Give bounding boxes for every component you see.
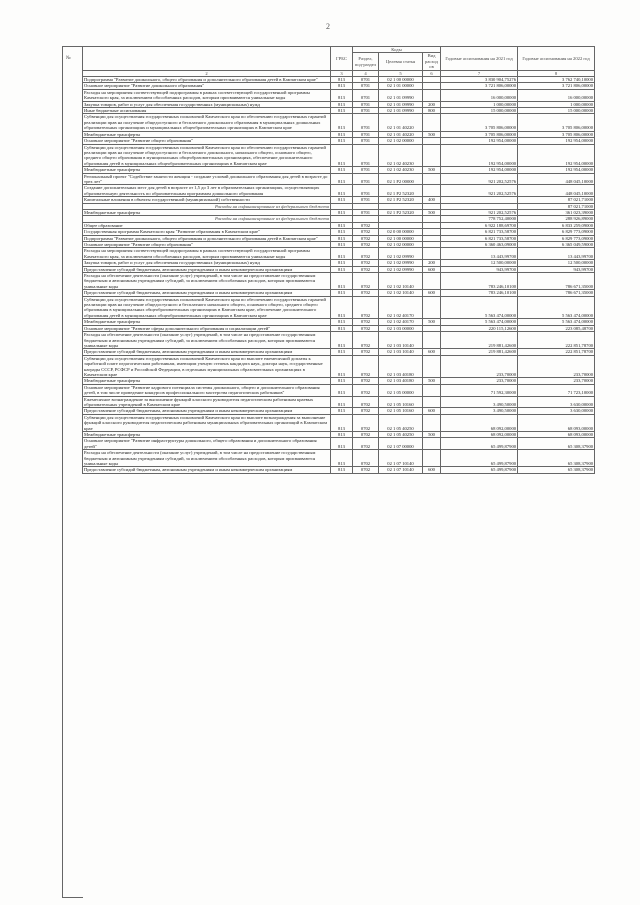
row-amount-2022: 16 000,00000 [518,89,595,101]
row-amount-2022: 3 705 806,00000 [518,114,595,131]
row-vr: 600 [423,266,441,272]
row-name: Субвенции для осуществления государственных полномочий Камчатского края по выплате вознаграждения за выполнение функций классного руководителя педагогическим работникам муниципальных образовательных организаций в Камчатском крае [83,414,331,431]
row-amount-2021: 192 954,00000 [441,144,518,167]
row-amount-2022: 5 563 474,00000 [518,296,595,319]
row-grbs: 813 [331,273,353,290]
page-number: 2 [326,22,330,31]
row-rz: 0702 [353,378,379,384]
row-name: Расходы на обеспечение деятельности (оказание услуг) учреждений, в том числе на предоставление государственным бюджетным и автономным учреждениям субсидий, за исключением обособленных расходов, которым присваиваются уникальные коды [83,273,331,290]
row-amount-2022: 786 671,35000 [518,273,595,290]
row-amount-2021: 65 499,87900 [441,438,518,450]
row-amount-2022: 3 721 806,00000 [518,83,595,89]
row-grbs: 813 [331,89,353,101]
row-grbs: 813 [331,101,353,107]
row-grbs: 813 [331,325,353,331]
row-rz: 0702 [353,355,379,378]
row-grbs: 813 [331,378,353,384]
row-grbs: 813 [331,467,353,473]
row-amount-2022: 448 045,10000 [518,185,595,197]
table-row [83,384,595,396]
row-grbs: 813 [331,235,353,241]
row-grbs: 813 [331,438,353,450]
table-row [83,467,595,473]
row-vr: 500 [423,209,441,215]
row-amount-2022: 192 954,00000 [518,167,595,173]
row-rz: 0702 [353,349,379,355]
row-vr [423,173,441,185]
row-csr: 02 1 02 09990 [379,266,423,272]
row-amount-2022: 5 563 474,00000 [518,319,595,325]
row-csr: 02 1 07 10140 [379,467,423,473]
row-grbs: 813 [331,396,353,408]
row-amount-2022: 12 500,00000 [518,260,595,266]
row-grbs: 813 [331,349,353,355]
row-csr: 02 1 01 09990 [379,108,423,114]
row-rz: 0702 [353,438,379,450]
row-amount-2022: 71 723,10000 [518,384,595,396]
row-amount-2022: 65 308,37900 [518,438,595,450]
table-row [83,89,595,101]
row-csr: 02 1 02 09990 [379,248,423,260]
row-csr: 02 1 02 10140 [379,273,423,290]
row-name: Межбюджетные трансферты [83,378,331,384]
row-name: Субвенции для осуществления государственных полномочий Камчатского края по выплате ежемесячной доплаты к заработной плате педагогическим работникам, имеющим ученую степень кандидата наук, доктора наук, государственные награды СССР, РСФСР и Российской Федерации, в отдельных муниципальных образовательных организациях в Камчатском крае [83,355,331,378]
row-grbs: 813 [331,83,353,89]
row-csr: 02 1 07 10140 [379,450,423,467]
row-amount-2022: 6 829 773,09000 [518,235,595,241]
column-number-row: 2 3 4 5 6 7 8 [83,70,595,76]
row-grbs: 813 [331,290,353,296]
row-csr: 02 1 01 40220 [379,114,423,131]
row-amount-2022: 943,99700 [518,266,595,272]
row-grbs: 813 [331,108,353,114]
row-vr: 600 [423,349,441,355]
row-amount-2021: 12 500,00000 [441,260,518,266]
row-vr [423,248,441,260]
row-amount-2021: 219 881,42600 [441,349,518,355]
row-amount-2022: 222 851,78700 [518,349,595,355]
row-vr: 800 [423,108,441,114]
row-number-column [62,46,83,898]
row-csr: 02 1 07 00000 [379,438,423,450]
row-name: Предоставление субсидий бюджетным, автономным учреждениям и иным некоммерческим организациям [83,266,331,272]
row-grbs: 813 [331,408,353,414]
row-vr [423,273,441,290]
table-row [83,248,595,260]
row-amount-2021: 5 563 474,00000 [441,296,518,319]
row-grbs: 813 [331,432,353,438]
table-row [83,355,595,378]
row-amount-2021: 783 246,10100 [441,290,518,296]
col-y2-header: Годовые ассигнования на 2022 год [518,47,595,71]
row-csr: 02 1 01 09990 [379,89,423,101]
table-row [83,273,595,290]
row-amount-2022: 192 954,00000 [518,144,595,167]
row-amount-2021: 219 881,42600 [441,332,518,349]
row-grbs: 813 [331,384,353,396]
row-amount-2021: 71 592,30000 [441,384,518,396]
row-vr: 600 [423,290,441,296]
row-csr: 02 0 00 00000 [379,229,423,235]
row-csr: 02 1 P2 00000 [379,173,423,185]
row-name: Основное мероприятие "Развитие сферы дополнительного образования и социализации детей" [83,325,331,331]
row-name: Основное мероприятие "Развитие кадрового потенциала системы дошкольного, общего и дополнительного образования детей, в том числе проведение конкурсов профессионального мастерства педагогических работников" [83,384,331,396]
row-csr: 02 1 05 10160 [379,396,423,408]
row-amount-2022: 786 671,35000 [518,290,595,296]
row-csr: 02 1 02 40170 [379,296,423,319]
row-amount-2021: 921 202,52576 [441,173,518,185]
row-name: Расходы на софинансирование из федерального бюджета [83,203,331,209]
row-amount-2021: 220 115,12600 [441,325,518,331]
table-row [83,396,595,408]
row-csr: 02 1 02 09990 [379,260,423,266]
row-vr: 500 [423,378,441,384]
row-csr: 02 1 P2 52320 [379,209,423,215]
row-amount-2021: 778 752,40000 [441,216,518,222]
row-rz: 0701 [353,197,379,203]
row-amount-2022: 1 000,00000 [518,101,595,107]
row-amount-2021: 5 563 474,00000 [441,319,518,325]
row-name: Закупка товаров, работ и услуг для обеспечения государственных (муниципальных) нужд [83,101,331,107]
row-rz: 0702 [353,242,379,248]
row-rz: 0701 [353,83,379,89]
row-name: Капитальные вложения в объекты государственной (муниципальной) собственности [83,197,331,203]
row-grbs: 813 [331,167,353,173]
row-rz: 0701 [353,114,379,131]
row-amount-2021: 16 000,00000 [441,89,518,101]
row-amount-2021: 68 092,00000 [441,432,518,438]
row-vr: 500 [423,167,441,173]
row-rz: 0702 [353,325,379,331]
row-rz: 0702 [353,450,379,467]
row-rz: 0701 [353,144,379,167]
col-rz-header: Раздел, под-раздел [353,53,379,70]
row-rz: 0701 [353,89,379,101]
row-name: Межбюджетные трансферты [83,167,331,173]
row-rz: 0702 [353,229,379,235]
row-grbs: 813 [331,248,353,260]
row-vr: 500 [423,131,441,137]
row-amount-2021: 65 499,87900 [441,450,518,467]
row-vr [423,396,441,408]
row-csr: 02 1 02 40230 [379,167,423,173]
row-rz: 0701 [353,173,379,185]
row-amount-2022: 68 093,00000 [518,414,595,431]
row-grbs: 813 [331,222,353,228]
row-name: Основное мероприятие "Развитие общего образования" [83,242,331,248]
row-grbs: 813 [331,131,353,137]
row-vr [423,355,441,378]
row-csr: 02 1 00 00000 [379,235,423,241]
row-grbs: 813 [331,450,353,467]
row-rz: 0702 [353,396,379,408]
row-csr: 02 1 02 00000 [379,138,423,144]
row-amount-2021: 1 000,00000 [441,101,518,107]
row-name: Иные бюджетные ассигнования [83,108,331,114]
row-name: Подпрограмма "Развитие дошкольного, общего образования и дополнительного образования детей в Камчатском крае" [83,77,331,83]
row-vr [423,89,441,101]
table-row [83,144,595,167]
row-csr: 02 1 05 10160 [379,408,423,414]
row-vr [423,414,441,431]
row-name: Межбюджетные трансферты [83,319,331,325]
row-name: Создание дополнительных мест для детей в возрасте от 1,5 до 3 лет в образовательных организациях, осуществляющих образовательную деятельность по образовательным программам дошкольного образования [83,185,331,197]
row-amount-2021: 68 092,00000 [441,414,518,431]
row-amount-2022: 6 829 773,09000 [518,229,595,235]
row-name: Предоставление субсидий бюджетным, автономным учреждениям и иным некоммерческим организациям [83,290,331,296]
row-amount-2021: 3 721 806,00000 [441,83,518,89]
row-grbs: 813 [331,260,353,266]
row-rz: 0702 [353,248,379,260]
row-amount-2022: 233,70000 [518,355,595,378]
col-no-header: № [66,56,71,61]
row-name: Расходы на обеспечение деятельности (оказание услуг) учреждений, в том числе на предоставление государственным бюджетным и автономным учреждениям субсидий, за исключением обособленных расходов, которым присваиваются уникальные коды [83,332,331,349]
row-amount-2022: 87 021,71000 [518,197,595,203]
row-amount-2021: 6 922 188,69700 [441,222,518,228]
row-amount-2021: 921 202,52576 [441,209,518,215]
row-name: Предоставление субсидий бюджетным, автономным учреждениям и иным некоммерческим организациям [83,467,331,473]
row-amount-2022: 361 023,39000 [518,209,595,215]
row-csr: 02 1 02 10140 [379,290,423,296]
row-name: Субвенции для осуществления государственных полномочий Камчатского края по обеспечению государственных гарантий реализации прав на получение общедоступного и бесплатного начального общего, основного общего, среднего общего образования в муниципальных общеобразовательных организациях в Камчатском крае, обеспечение дополнительного образования детей в муниципальных общеобразовательных организациях в Камчатском крае [83,296,331,319]
table-row [83,332,595,349]
row-grbs: 813 [331,138,353,144]
row-vr [423,450,441,467]
row-grbs: 813 [331,209,353,215]
row-amount-2022: 3 630,00000 [518,408,595,414]
row-rz: 0701 [353,108,379,114]
row-name: Ежемесячное вознаграждение за выполнение функций классного руководителя педагогическим работникам краевых образовательных учреждений в Камчатском крае [83,396,331,408]
table-row [83,414,595,431]
row-name: Межбюджетные трансферты [83,432,331,438]
row-amount-2022: 6 833 259,09000 [518,222,595,228]
row-csr: 02 1 05 40250 [379,414,423,431]
row-grbs: 813 [331,332,353,349]
row-rz: 0701 [353,77,379,83]
row-amount-2022: 3 762 740,10000 [518,77,595,83]
row-name: Субвенции для осуществления государственных полномочий Камчатского края по обеспечению государственных гарантий реализации прав на получение общедоступного и бесплатного дошкольного, начального общего, основного общего, среднего общего образования в муниципальных общеобразовательных организациях, обеспечение дополнительного образования детей в муниципальных общеобразовательных организациях в Камчатском крае [83,144,331,167]
row-grbs: 813 [331,114,353,131]
row-rz: 0702 [353,332,379,349]
col-y1-header: Годовые ассигнования на 2021 год [441,47,518,71]
row-csr: 02 1 00 00000 [379,77,423,83]
row-rz: 0701 [353,101,379,107]
row-name: Основное мероприятие "Развитие инфраструктуры дошкольного, общего образования и дополнительного образования детей" [83,438,331,450]
row-csr: 02 1 03 10140 [379,349,423,355]
row-vr [423,185,441,197]
row-csr: 02 1 03 40180 [379,355,423,378]
row-grbs: 813 [331,77,353,83]
row-name: Основное мероприятие "Развитие дошкольного образования" [83,83,331,89]
row-amount-2022: 222 851,78700 [518,332,595,349]
row-amount-2022: 192 954,00000 [518,138,595,144]
row-rz: 0702 [353,266,379,272]
table-row [83,438,595,450]
row-amount-2021: 3 705 806,00000 [441,131,518,137]
row-grbs: 813 [331,266,353,272]
row-vr: 200 [423,101,441,107]
col-csr-header: Целевая статья [379,53,423,70]
row-csr: 02 1 01 40220 [379,131,423,137]
row-rz: 0701 [353,131,379,137]
row-amount-2021: 192 954,00000 [441,138,518,144]
row-csr: 02 1 02 40230 [379,144,423,167]
row-amount-2021: 943,99700 [441,266,518,272]
row-vr: 200 [423,260,441,266]
row-amount-2022: 6 365 049,59000 [518,242,595,248]
row-vr: 600 [423,408,441,414]
row-vr: 600 [423,467,441,473]
row-rz: 0702 [353,432,379,438]
row-grbs: 813 [331,242,353,248]
row-name: Подпрограмма "Развитие дошкольного, общего образования и дополнительного образования детей в Камчатском крае" [83,235,331,241]
row-amount-2022: 223 085,48700 [518,325,595,331]
row-csr: 02 1 01 09990 [379,101,423,107]
row-amount-2022: 65 308,37900 [518,467,595,473]
row-rz: 0702 [353,235,379,241]
row-amount-2022: 288 926,89000 [518,216,595,222]
row-name: Предоставление субсидий бюджетным, автономным учреждениям и иным некоммерческим организациям [83,349,331,355]
row-name: Межбюджетные трансферты [83,131,331,137]
row-vr [423,384,441,396]
table-row [83,114,595,131]
table-row [83,450,595,467]
row-grbs: 813 [331,319,353,325]
row-amount-2021: 783 246,10100 [441,273,518,290]
row-csr: 02 1 03 00000 [379,325,423,331]
row-vr: 400 [423,197,441,203]
row-rz: 0702 [353,296,379,319]
row-name: Предоставление субсидий бюджетным, автономным учреждениям и иным некоммерческим организациям [83,408,331,414]
row-rz: 0701 [353,209,379,215]
row-rz: 0701 [353,138,379,144]
row-name: Общее образование [83,222,331,228]
row-name: Межбюджетные трансферты [83,209,331,215]
row-amount-2021: 6 360 463,09000 [441,242,518,248]
row-amount-2022: 15 000,00000 [518,108,595,114]
row-amount-2021: 233,70000 [441,355,518,378]
row-amount-2021: 3 705 806,00000 [441,114,518,131]
row-name: Расходы на обеспечение деятельности (оказание услуг) учреждений, в том числе на предоставление государственным бюджетным и автономным учреждениям субсидий, за исключением обособленных расходов, которым присваиваются уникальные коды [83,450,331,467]
budget-table [82,46,595,474]
row-amount-2021: 3 490,50000 [441,396,518,408]
row-rz: 0702 [353,273,379,290]
table-row [83,173,595,185]
row-rz: 0702 [353,290,379,296]
row-amount-2021: 6 821 733,58700 [441,229,518,235]
row-name: Региональный проект "Содействие занятости женщин - создание условий дошкольного образования для детей в возрасте до трех лет" [83,173,331,185]
row-amount-2021: 15 000,00000 [441,108,518,114]
row-name: Субвенции для осуществления государственных полномочий Камчатского края по обеспечению государственных гарантий реализации прав на получение общедоступного и бесплатного дошкольного образования в муниципальных дошкольных образовательных организациях и муниципальных общеобразовательных организациях в Камчатском крае [83,114,331,131]
row-vr [423,114,441,131]
table-row [83,185,595,197]
row-rz: 0701 [353,167,379,173]
row-csr: 02 1 P2 52320 [379,197,423,203]
row-amount-2022: 233,70000 [518,378,595,384]
row-rz: 0702 [353,408,379,414]
row-rz: 0702 [353,319,379,325]
row-vr [423,332,441,349]
row-csr: 02 1 02 40170 [379,319,423,325]
row-csr: 02 1 03 10140 [379,332,423,349]
table-row [83,296,595,319]
row-amount-2021: 65 499,87900 [441,467,518,473]
row-rz: 0702 [353,414,379,431]
row-grbs: 813 [331,197,353,203]
row-rz: 0702 [353,467,379,473]
row-amount-2022: 3 705 806,00000 [518,131,595,137]
row-amount-2021: 3 830 904,75276 [441,77,518,83]
row-csr: 02 1 P2 52320 [379,185,423,197]
row-name: Расходы на софинансирование из федерального бюджета [83,216,331,222]
col-grbs-header: ГРБС [331,47,353,71]
row-vr: 500 [423,432,441,438]
row-grbs: 813 [331,296,353,319]
row-amount-2022: 65 308,37900 [518,450,595,467]
row-grbs: 813 [331,414,353,431]
row-grbs: 813 [331,173,353,185]
row-amount-2022: 87 021,71000 [518,203,595,209]
row-csr: 02 1 05 00000 [379,384,423,396]
row-amount-2021: 13 443,99700 [441,248,518,260]
row-grbs: 813 [331,355,353,378]
row-vr [423,144,441,167]
row-amount-2022: 68 093,00000 [518,432,595,438]
row-vr: 500 [423,319,441,325]
col-vr-header: Вид расходов [423,53,441,70]
row-amount-2022: 3 630,00000 [518,396,595,408]
row-csr: 02 1 02 00000 [379,242,423,248]
row-name: Государственная программа Камчатского края "Развитие образования в Камчатском крае" [83,229,331,235]
row-rz: 0702 [353,384,379,396]
row-amount-2022: 13 443,99700 [518,248,595,260]
row-amount-2021: 6 821 733,58700 [441,235,518,241]
row-csr: 02 1 03 40180 [379,378,423,384]
row-vr [423,438,441,450]
row-grbs: 813 [331,229,353,235]
row-csr: 02 1 05 40250 [379,432,423,438]
row-name: Расходы на мероприятия соответствующей подпрограммы в рамках соответствующей государственной программы Камчатского края, за исключением обособленных расходов, которым присваиваются уникальные коды [83,89,331,101]
row-name: Расходы на мероприятия соответствующей подпрограммы в рамках соответствующей государственной программы Камчатского края, за исключением обособленных расходов, которым присваиваются уникальные коды [83,248,331,260]
row-amount-2021: 3 490,50000 [441,408,518,414]
codes-group-header: Коды [353,47,441,53]
row-csr: 02 1 01 00000 [379,83,423,89]
row-rz: 0702 [353,222,379,228]
row-amount-2021: 921 202,52576 [441,185,518,197]
col-name-header [83,47,331,71]
row-amount-2021: 192 954,00000 [441,167,518,173]
row-rz: 0702 [353,260,379,266]
row-grbs: 813 [331,144,353,167]
row-vr [423,296,441,319]
row-amount-2021: 233,70000 [441,378,518,384]
row-grbs: 813 [331,185,353,197]
row-name: Закупка товаров, работ и услуг для обеспечения государственных (муниципальных) нужд [83,260,331,266]
row-rz: 0701 [353,185,379,197]
row-name: Основное мероприятие "Развитие общего образования" [83,138,331,144]
row-amount-2022: 448 045,10000 [518,173,595,185]
